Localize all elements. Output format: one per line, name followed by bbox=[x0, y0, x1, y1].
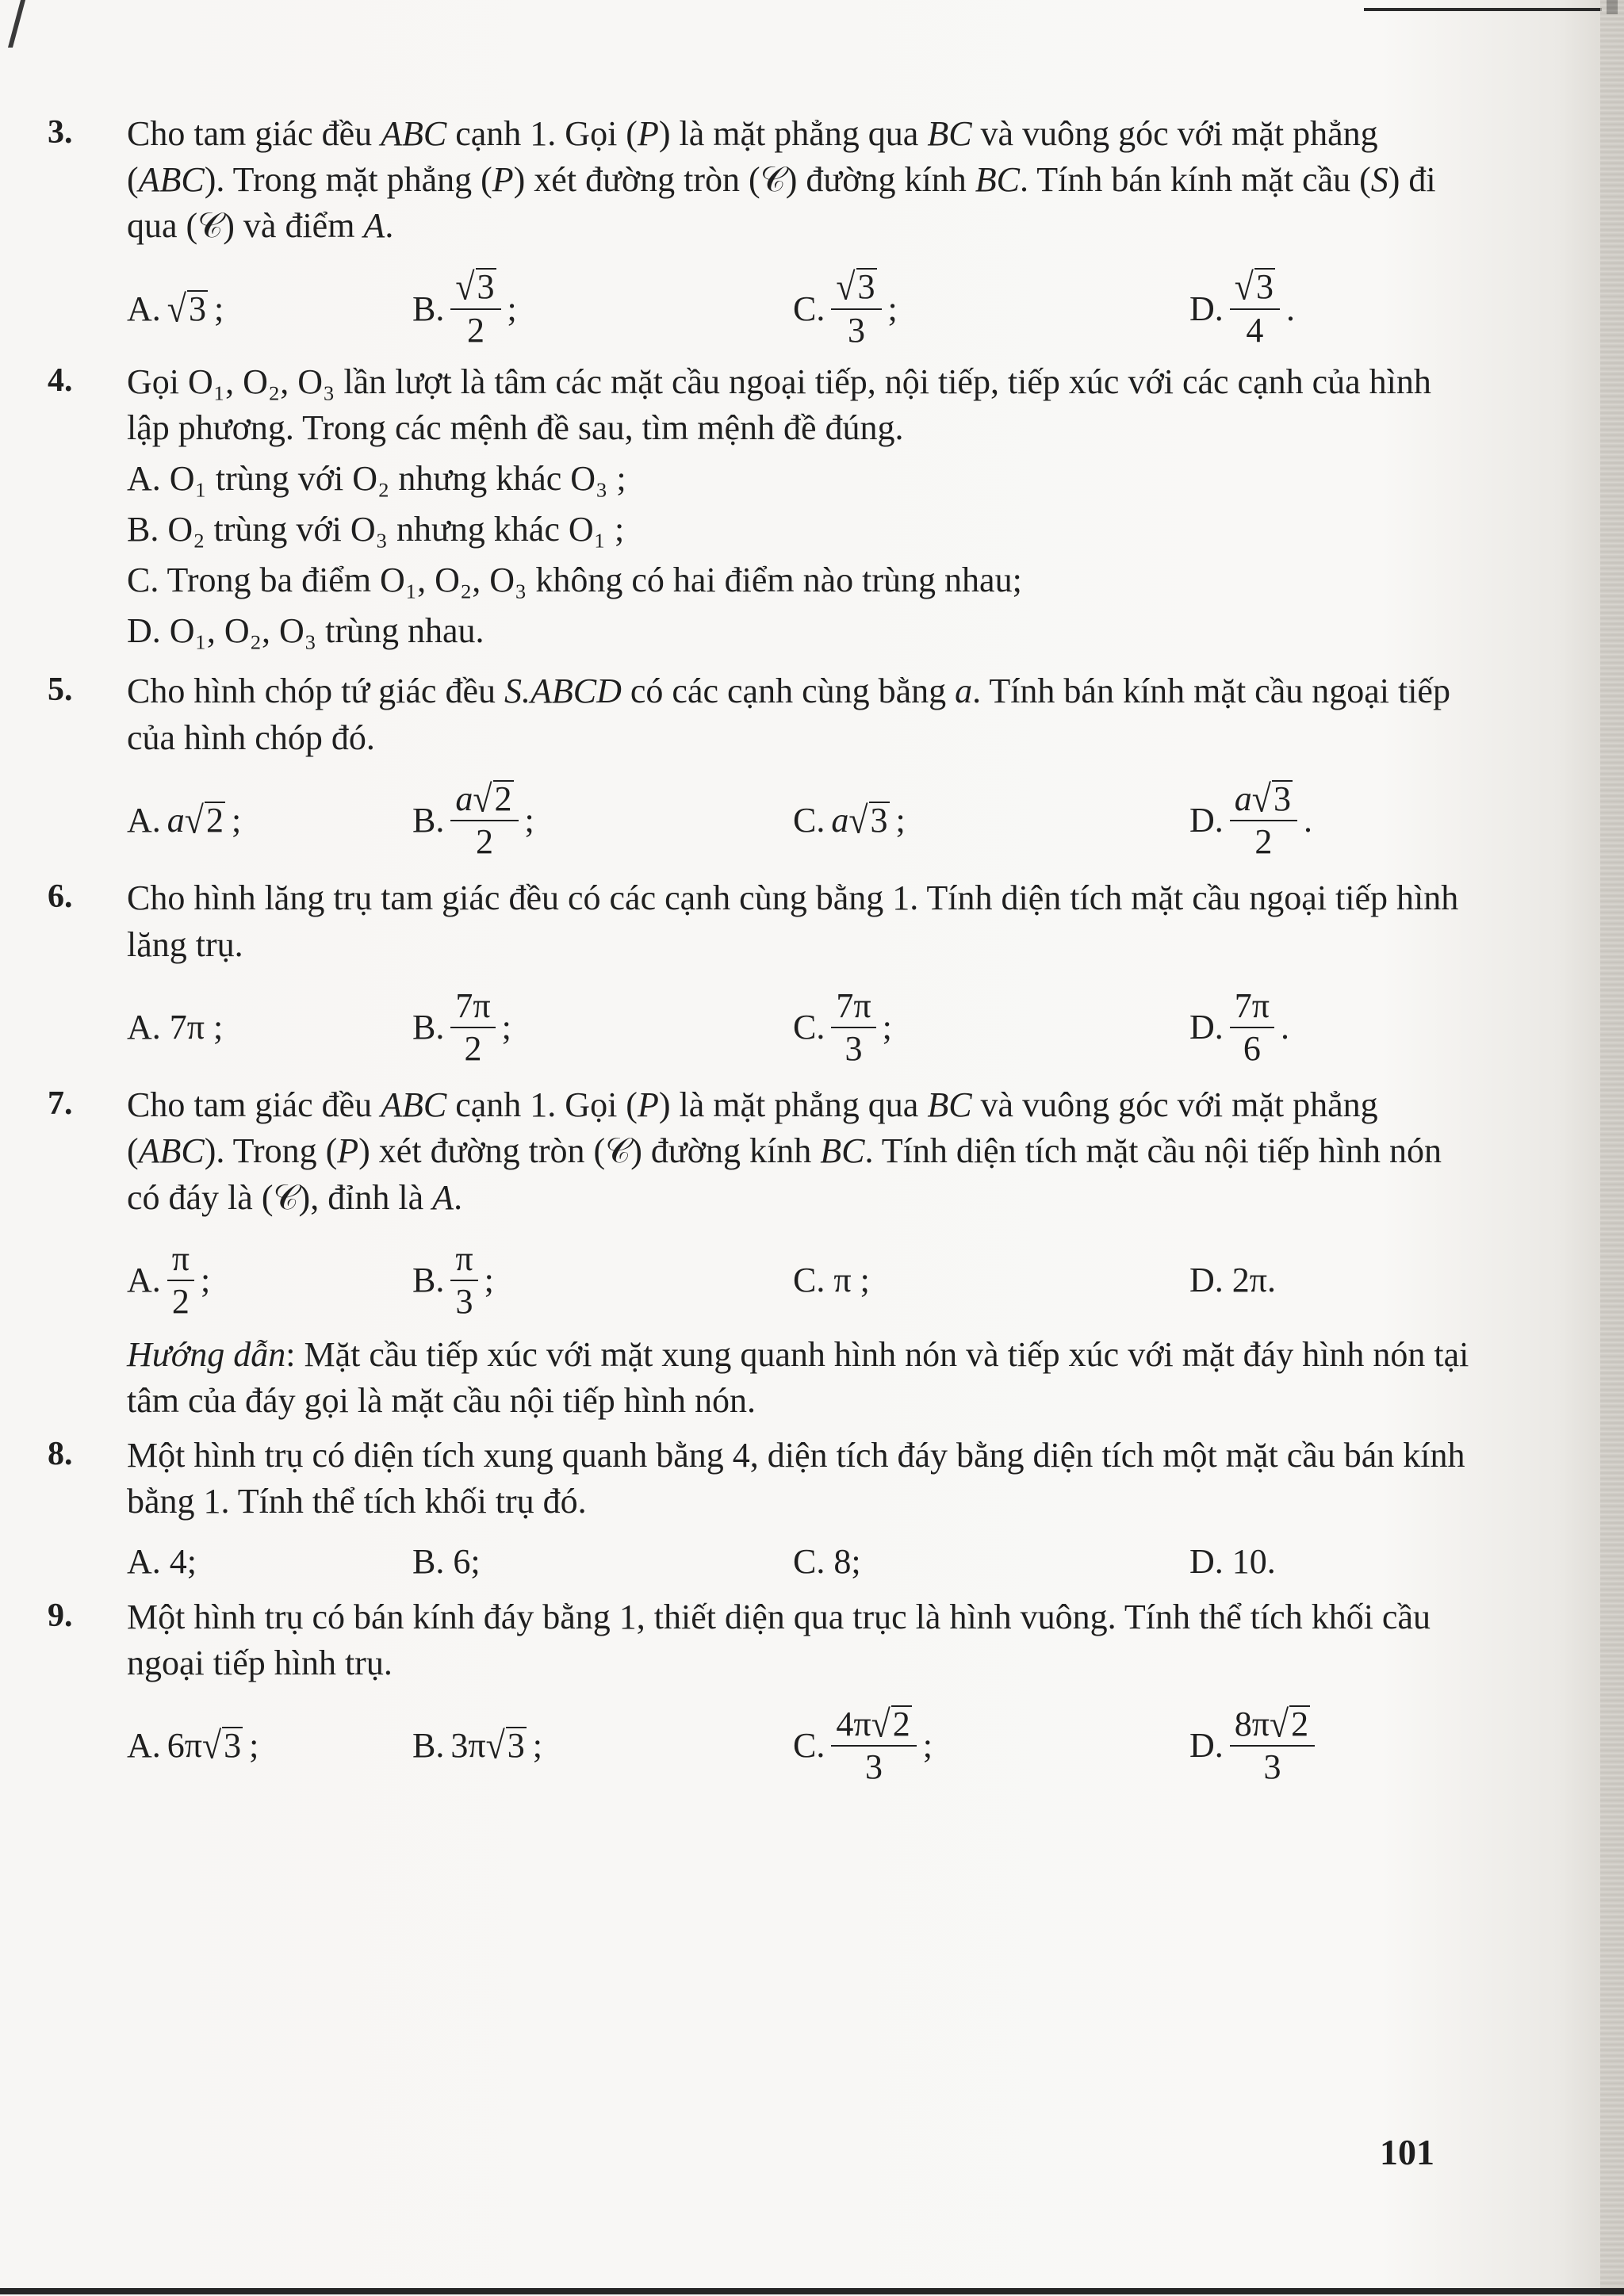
option-d bbox=[1189, 987, 1475, 1069]
option-a: A. 4; bbox=[127, 1541, 197, 1581]
scan-bottom-rule bbox=[0, 2288, 1624, 2294]
text-segment: và vuông góc với mặt phẳng ( bbox=[127, 1085, 1378, 1171]
question-7 bbox=[48, 1082, 1475, 1424]
text-segment: . bbox=[454, 1177, 463, 1217]
question-text: Gọi O₁, O₂, O₃ lần lượt là tâm các mặt cầu ngoại tiếp, nội tiếp, tiếp xúc với các cạnh của hình lập phương. Trong các mệnh đề sau, tìm mệnh đề đúng. bbox=[127, 362, 1431, 448]
option-c bbox=[793, 987, 1189, 1069]
text-segment: và vuông góc với mặt phẳng ( bbox=[127, 114, 1378, 200]
option-label: C. bbox=[793, 800, 825, 840]
option-label: D. bbox=[1189, 800, 1224, 840]
question-text: Một hình trụ có diện tích xung quanh bằng 4, diện tích đáy bằng diện tích một mặt cầu bán kính bằng 1. Tính thể tích khối trụ đó. bbox=[127, 1435, 1465, 1521]
option-a bbox=[127, 286, 412, 332]
option-tail: ; bbox=[501, 1007, 511, 1047]
option-d: D. 10. bbox=[1189, 1541, 1276, 1581]
math-var: a bbox=[455, 779, 473, 818]
option-c bbox=[793, 1702, 1189, 1787]
option-d bbox=[1189, 265, 1475, 350]
text-segment: ) là mặt phẳng qua bbox=[658, 1085, 928, 1125]
math-var: a bbox=[831, 800, 849, 840]
math-var: BC bbox=[820, 1131, 865, 1171]
text-segment: ) xét đường tròn (𝒞) đường kính bbox=[513, 160, 975, 200]
question-text: Cho hình lăng trụ tam giác đều có các cạnh cùng bằng 1. Tính diện tích mặt cầu ngoại tiếp hình lăng trụ. bbox=[127, 878, 1459, 964]
radicand: 3 bbox=[1273, 779, 1291, 818]
question-number: 3. bbox=[48, 114, 73, 151]
math-var: ABC bbox=[381, 1085, 447, 1125]
radicand: 3 bbox=[507, 1726, 525, 1766]
radicand: 2 bbox=[494, 779, 512, 818]
denominator: 2 bbox=[1254, 822, 1273, 862]
numerator: 7π bbox=[831, 987, 875, 1028]
page-content bbox=[48, 111, 1475, 1797]
math-var: A bbox=[363, 206, 385, 246]
radicand: 3 bbox=[1255, 267, 1274, 307]
sqrt-expr: a√3 bbox=[831, 798, 888, 842]
text-segment: ) đi qua (𝒞) và điểm bbox=[127, 160, 1436, 246]
option-d: D. O₁, O₂, O₃ trùng nhau. bbox=[127, 611, 485, 651]
scan-corner-mark bbox=[8, 0, 25, 48]
text-segment: Cho tam giác đều bbox=[127, 114, 381, 153]
question-number: 6. bbox=[48, 878, 73, 916]
option-label: B. bbox=[412, 1260, 445, 1299]
question-number: 9. bbox=[48, 1597, 73, 1634]
option-b: B. 6; bbox=[412, 1541, 481, 1581]
question-text: Một hình trụ có bán kính đáy bằng 1, thiết diện qua trục là hình vuông. Tính thể tích khối cầu ngoại tiếp hình trụ. bbox=[127, 1597, 1431, 1682]
option-tail: ; bbox=[484, 1260, 494, 1299]
scan-right-edge bbox=[1600, 0, 1624, 2296]
hint-text: : Mặt cầu tiếp xúc với mặt xung quanh hình nón và tiếp xúc với mặt đáy hình nón tại tâm của đáy gọi là mặt cầu nội tiếp hình nón. bbox=[127, 1335, 1469, 1421]
option-c: C. 8; bbox=[793, 1541, 861, 1581]
option-b bbox=[412, 265, 793, 350]
answer-options bbox=[127, 1702, 1475, 1787]
option-d bbox=[1189, 777, 1475, 862]
fraction bbox=[1230, 987, 1274, 1069]
radicand: 3 bbox=[188, 289, 206, 328]
fraction: $\frac{a√3}{2}$ bbox=[1230, 780, 1297, 862]
fraction: $\frac{8\pi√2}{3}$ bbox=[1230, 1705, 1315, 1787]
text-segment: ). Trong mặt phẳng ( bbox=[204, 160, 492, 200]
question-8 bbox=[48, 1433, 1475, 1585]
denominator: 4 bbox=[1246, 310, 1264, 350]
option-tail: ; bbox=[882, 1007, 892, 1047]
text-segment: có các cạnh cùng bằng bbox=[621, 672, 956, 711]
option-tail: ; bbox=[887, 289, 898, 328]
denominator: 2 bbox=[464, 1028, 482, 1068]
denominator: 2 bbox=[475, 822, 493, 862]
option-tail: ; bbox=[213, 289, 224, 328]
option-tail: . bbox=[1285, 289, 1295, 328]
radicand: 2 bbox=[1291, 1704, 1309, 1743]
math-var: A bbox=[432, 1177, 454, 1217]
option-label: A. bbox=[127, 289, 161, 328]
fraction: $\frac{a√2}{2}$ bbox=[450, 780, 518, 862]
sqrt-expr: a√2 bbox=[167, 798, 224, 842]
fraction bbox=[831, 987, 875, 1069]
math-var: a bbox=[1234, 779, 1252, 818]
option-tail: ; bbox=[922, 1726, 933, 1766]
option-d bbox=[1189, 1702, 1475, 1787]
fraction bbox=[167, 1240, 194, 1322]
fraction: $\frac{√3}{2}$ bbox=[450, 268, 500, 350]
option-a: A. O₁ trùng với O₂ nhưng khác O₃ ; bbox=[127, 459, 626, 499]
question-number: 5. bbox=[48, 672, 73, 709]
question-text bbox=[127, 1082, 1475, 1220]
fraction: $\frac{√3}{3}$ bbox=[831, 268, 881, 350]
radicand: 2 bbox=[892, 1704, 910, 1743]
text-segment: Cho tam giác đều bbox=[127, 1085, 381, 1125]
option-a bbox=[127, 798, 412, 844]
option-label: B. bbox=[412, 1726, 445, 1766]
answer-options bbox=[127, 987, 1475, 1069]
answer-options bbox=[127, 777, 1475, 862]
fraction bbox=[450, 1240, 477, 1322]
math-var: S.ABCD bbox=[504, 672, 622, 711]
radicand: 3 bbox=[870, 800, 888, 840]
numerator: 7π bbox=[450, 987, 495, 1028]
text-segment: ). Trong ( bbox=[204, 1131, 338, 1171]
option-a: A. 7π ; bbox=[127, 1007, 224, 1047]
option-b bbox=[412, 987, 793, 1069]
option-b bbox=[412, 1240, 793, 1322]
option-label: B. bbox=[412, 1007, 445, 1047]
radicand: 3 bbox=[224, 1726, 242, 1766]
radicand: 3 bbox=[857, 267, 875, 307]
math-var: P bbox=[637, 114, 659, 153]
numerator: 7π bbox=[1230, 987, 1274, 1028]
math-var: P bbox=[337, 1131, 359, 1171]
option-c: C. Trong ba điểm O₁, O₂, O₃ không có hai điểm nào trùng nhau; bbox=[127, 561, 1022, 600]
denominator: 3 bbox=[1263, 1747, 1281, 1787]
scan-top-rule bbox=[1364, 8, 1602, 11]
text-segment: ) xét đường tròn (𝒞) đường kính bbox=[358, 1131, 821, 1171]
question-6 bbox=[48, 875, 1475, 1068]
option-label: C. bbox=[793, 1007, 825, 1047]
text-segment: cạnh 1. Gọi ( bbox=[446, 114, 638, 153]
option-tail: ; bbox=[532, 1726, 542, 1766]
option-label: A. bbox=[127, 1260, 161, 1299]
coefficient: 6π bbox=[167, 1726, 202, 1766]
denominator: 3 bbox=[847, 310, 865, 350]
option-label: D. bbox=[1189, 1726, 1224, 1766]
option-b: B. O₂ trùng với O₃ nhưng khác O₁ ; bbox=[127, 510, 625, 549]
coefficient: 8π bbox=[1234, 1704, 1270, 1743]
math-var: P bbox=[492, 160, 514, 200]
coefficient: 4π bbox=[836, 1704, 871, 1743]
answer-options bbox=[127, 1539, 1475, 1585]
option-a bbox=[127, 1240, 412, 1322]
math-var: BC bbox=[927, 1085, 972, 1125]
denominator: 6 bbox=[1243, 1028, 1261, 1068]
math-var: BC bbox=[975, 160, 1021, 200]
math-var: S bbox=[1370, 160, 1388, 200]
option-tail: ; bbox=[524, 800, 534, 840]
sqrt-expr: 3π√3 bbox=[450, 1724, 525, 1767]
option-b bbox=[412, 777, 793, 862]
denominator: 3 bbox=[845, 1028, 863, 1068]
math-var: ABC bbox=[381, 114, 447, 153]
text-segment: ) là mặt phẳng qua bbox=[658, 114, 928, 153]
denominator: 3 bbox=[455, 1281, 473, 1321]
option-d: D. 2π. bbox=[1189, 1260, 1276, 1299]
option-label: B. bbox=[412, 289, 445, 328]
text-segment: . Tính bán kính mặt cầu ngoại tiếp của hình chóp đó. bbox=[127, 672, 1450, 757]
numerator: π bbox=[167, 1240, 194, 1281]
coefficient: 3π bbox=[450, 1726, 486, 1766]
text-segment: . bbox=[385, 206, 394, 246]
option-tail: ; bbox=[895, 800, 906, 840]
option-label: C. bbox=[793, 1726, 825, 1766]
option-tail: ; bbox=[249, 1726, 259, 1766]
denominator: 3 bbox=[865, 1747, 883, 1787]
math-var: BC bbox=[927, 114, 972, 153]
question-3 bbox=[48, 111, 1475, 350]
question-4 bbox=[48, 359, 1475, 654]
question-number: 8. bbox=[48, 1435, 73, 1472]
radicand: 2 bbox=[205, 800, 224, 840]
hint-label: Hướng dẫn bbox=[127, 1335, 286, 1375]
text-segment: Cho hình chóp tứ giác đều bbox=[127, 672, 504, 711]
question-number: 4. bbox=[48, 362, 73, 400]
option-tail: . bbox=[1281, 1007, 1289, 1047]
option-b bbox=[412, 1723, 793, 1769]
sqrt-expr: √3 bbox=[167, 287, 206, 330]
math-var: a bbox=[167, 800, 185, 840]
fraction: $\frac{√3}{4}$ bbox=[1230, 268, 1280, 350]
radicand: 3 bbox=[477, 267, 495, 307]
option-label: B. bbox=[412, 800, 445, 840]
math-var: ABC bbox=[138, 160, 205, 200]
sqrt-expr: 6π√3 bbox=[167, 1724, 242, 1767]
question-9 bbox=[48, 1594, 1475, 1787]
option-label: D. bbox=[1189, 1007, 1224, 1047]
option-c bbox=[793, 798, 1189, 844]
page-number: 101 bbox=[1380, 2132, 1434, 2172]
fraction bbox=[450, 987, 495, 1069]
option-label: A. bbox=[127, 1726, 161, 1766]
option-c bbox=[793, 265, 1189, 350]
question-text bbox=[127, 668, 1475, 760]
text-segment: cạnh 1. Gọi ( bbox=[446, 1085, 638, 1125]
question-number: 7. bbox=[48, 1085, 73, 1123]
math-var: a bbox=[955, 672, 973, 711]
hint-paragraph bbox=[127, 1332, 1475, 1424]
question-5 bbox=[48, 668, 1475, 862]
answer-options bbox=[127, 1240, 1475, 1322]
numerator: π bbox=[450, 1240, 477, 1281]
question-text bbox=[127, 111, 1475, 249]
answer-options bbox=[127, 265, 1475, 350]
denominator: 2 bbox=[171, 1281, 190, 1321]
math-var: ABC bbox=[138, 1131, 205, 1171]
fraction: $\frac{4\pi√2}{3}$ bbox=[831, 1705, 916, 1787]
text-segment: . Tính diện tích mặt cầu nội tiếp hình nón có đáy là (𝒞), đỉnh là bbox=[127, 1131, 1442, 1217]
option-tail: ; bbox=[231, 800, 242, 840]
option-tail: . bbox=[1303, 800, 1312, 840]
option-label: D. bbox=[1189, 289, 1224, 328]
option-c: C. π ; bbox=[793, 1260, 870, 1299]
option-label: C. bbox=[793, 289, 825, 328]
option-tail: ; bbox=[507, 289, 517, 328]
option-label: A. bbox=[127, 800, 161, 840]
option-tail: ; bbox=[201, 1260, 211, 1299]
math-var: P bbox=[637, 1085, 659, 1125]
denominator: 2 bbox=[466, 310, 485, 350]
option-a bbox=[127, 1723, 412, 1769]
text-segment: . Tính bán kính mặt cầu ( bbox=[1020, 160, 1371, 200]
